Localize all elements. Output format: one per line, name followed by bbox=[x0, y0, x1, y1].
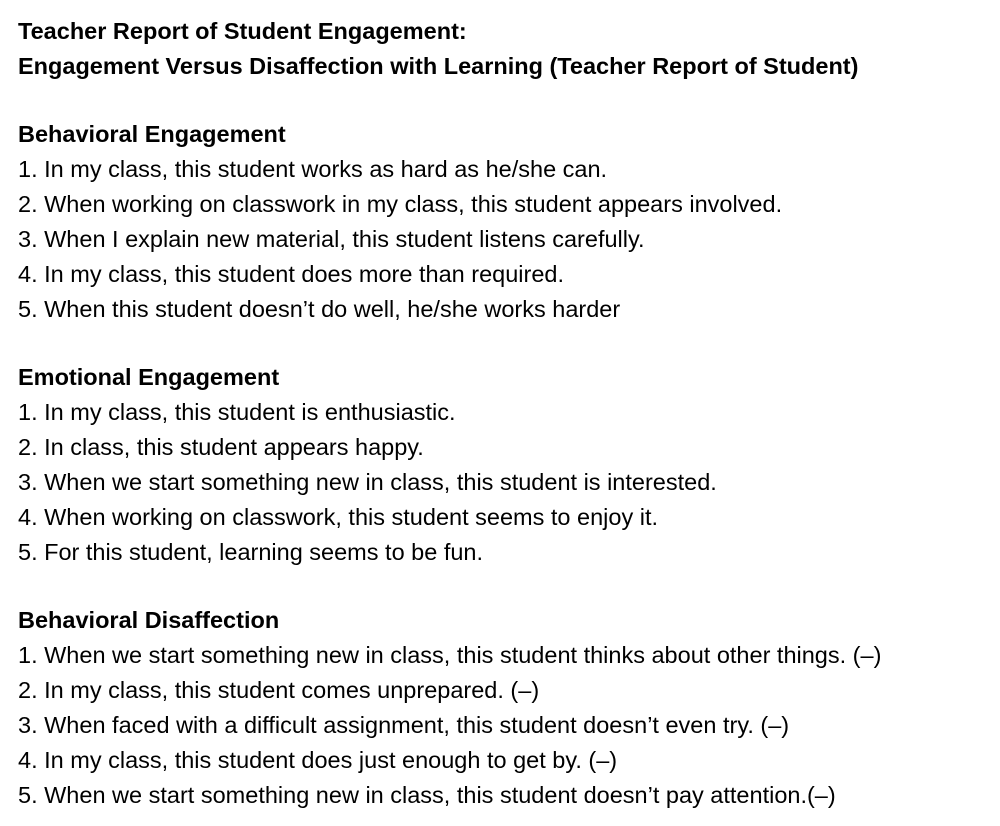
list-item: 2. In class, this student appears happy. bbox=[18, 434, 424, 460]
list-item: 3. When I explain new material, this student listens carefully. bbox=[18, 226, 645, 252]
list-item: 4. In my class, this student does more than required. bbox=[18, 261, 564, 287]
section-behavioral-disaffection bbox=[18, 603, 1000, 813]
list-item: 5. For this student, learning seems to be fun. bbox=[18, 539, 484, 565]
list-item: 1. In my class, this student works as hard as he/she can. bbox=[18, 156, 608, 182]
list-item: 4. When working on classwork, this student seems to enjoy it. bbox=[18, 504, 659, 530]
list-item: 1. When we start something new in class, this student thinks about other things. (–) bbox=[18, 642, 882, 668]
list-item: 3. When faced with a difficult assignment, this student doesn’t even try. (–) bbox=[18, 712, 790, 738]
section-emotional-engagement bbox=[18, 360, 1000, 570]
section-heading: Behavioral Engagement bbox=[18, 121, 286, 147]
section-heading: Behavioral Disaffection bbox=[18, 607, 280, 633]
list-item: 2. In my class, this student comes unprepared. (–) bbox=[18, 677, 540, 703]
list-item: 3. When we start something new in class, this student is interested. bbox=[18, 469, 717, 495]
document-title-line-1: Teacher Report of Student Engagement: bbox=[18, 18, 467, 44]
section-behavioral-engagement bbox=[18, 117, 1000, 327]
list-item: 4. In my class, this student does just enough to get by. (–) bbox=[18, 747, 618, 773]
list-item: 1. In my class, this student is enthusiastic. bbox=[18, 399, 456, 425]
list-item: 5. When we start something new in class, this student doesn’t pay attention.(–) bbox=[18, 782, 836, 808]
list-item: 2. When working on classwork in my class, this student appears involved. bbox=[18, 191, 783, 217]
list-item: 5. When this student doesn’t do well, he/she works harder bbox=[18, 296, 621, 322]
document-title-line-2: Engagement Versus Disaffection with Learning (Teacher Report of Student) bbox=[18, 53, 859, 79]
section-heading: Emotional Engagement bbox=[18, 364, 280, 390]
